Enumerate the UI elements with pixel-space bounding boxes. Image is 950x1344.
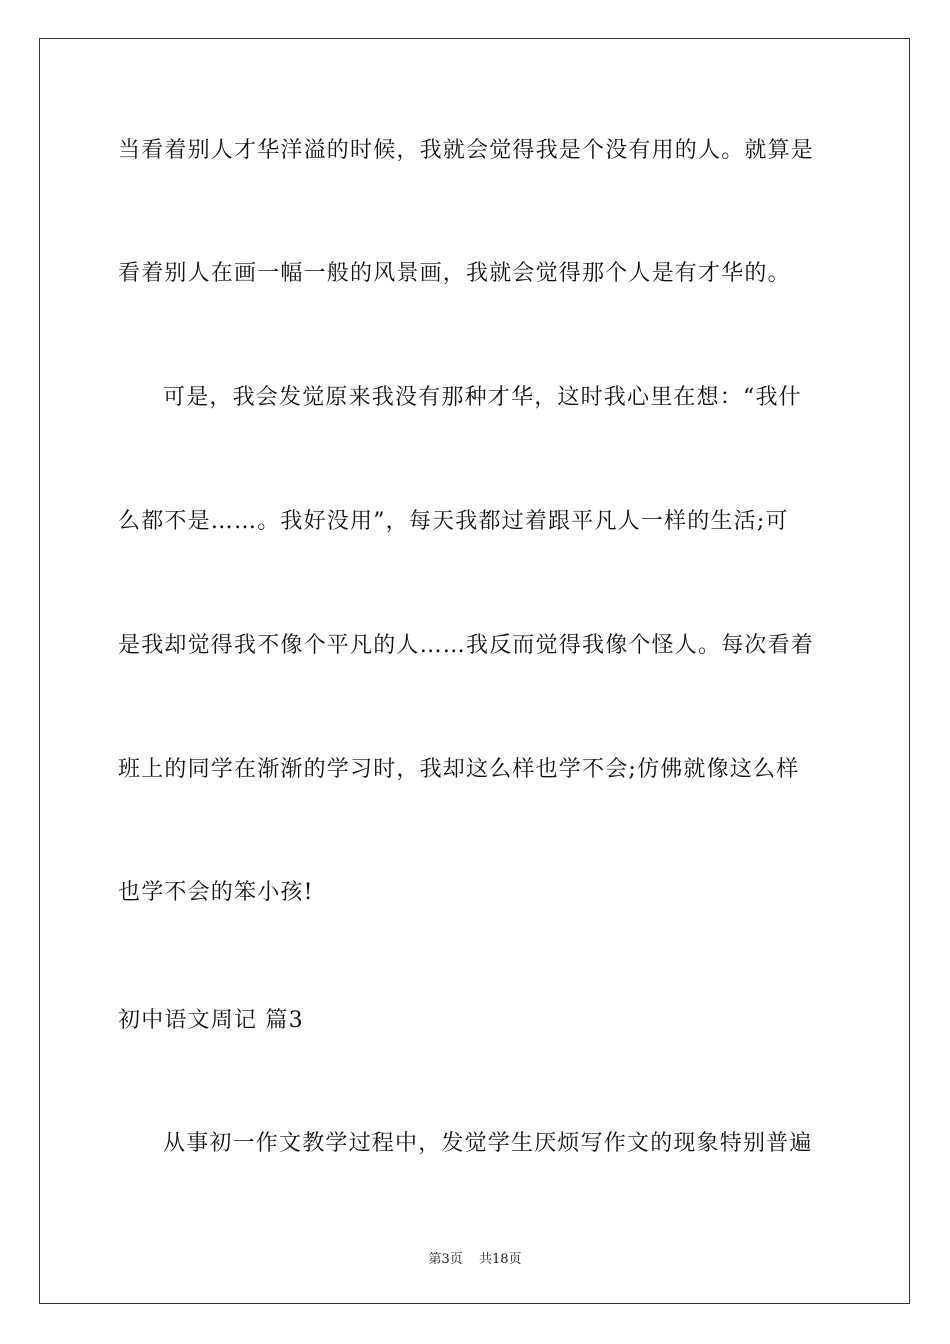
- paragraph-line-2: 看着别人在画一幅一般的风景画，我就会觉得那个人是有才华的。: [118, 261, 791, 286]
- paragraph-line-3: 可是，我会发觉原来我没有那种才华，这时我心里在想：“我什: [163, 385, 802, 410]
- paragraph-line-5: 是我却觉得我不像个平凡的人……我反而觉得我像个怪人。每次看着: [118, 633, 815, 658]
- paragraph-line-9: 从事初一作文教学过程中，发觉学生厌烦写作文的现象特别普遍: [163, 1131, 813, 1156]
- page-number: 第3页: [428, 1252, 463, 1267]
- paragraph-line-6: 班上的同学在渐渐的学习时，我却这么样也学不会;仿佛就像这么样: [118, 757, 800, 782]
- page-total: 共18页: [478, 1252, 522, 1267]
- page-footer: [0, 1248, 950, 1267]
- paragraph-line-1: 当看着别人才华洋溢的时候，我就会觉得我是个没有用的人。就算是: [118, 138, 815, 163]
- page-border: [39, 38, 910, 1304]
- paragraph-line-4: 么都不是……。我好没用”，每天我都过着跟平凡人一样的生活;可: [118, 509, 789, 534]
- section-heading: 初中语文周记 篇3: [118, 1008, 304, 1033]
- paragraph-line-7: 也学不会的笨小孩!: [118, 880, 314, 905]
